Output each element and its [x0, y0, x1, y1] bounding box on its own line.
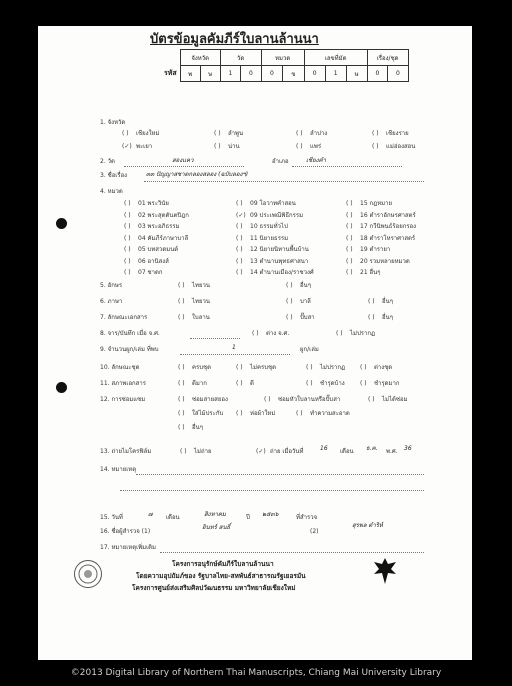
checkbox: ( ) — [368, 314, 375, 321]
category-option: 09 ประเพณีพิธีกรรม — [250, 211, 304, 219]
code-digit: 0 — [261, 66, 283, 82]
surveyor-2: สุรพล ดำริห์ — [352, 522, 383, 529]
checkbox: ( ) — [178, 380, 185, 387]
language-label: 6. ภาษา — [100, 298, 123, 305]
checkbox: ( ) — [236, 200, 243, 207]
category-label: 4. หมวด — [100, 188, 123, 195]
surveyor-label: 16. ชื่อผู้สำรวจ (1) — [100, 528, 151, 535]
category-option: 04 คัมภีร์ภาษาบาลี — [138, 234, 189, 242]
province-option: ลำปาง — [310, 130, 328, 137]
checkbox: ( ) — [124, 246, 131, 253]
checkbox: ( ) — [124, 269, 131, 276]
checkbox: ( ) — [296, 143, 303, 150]
university-seal-icon — [74, 560, 102, 588]
checkbox: ( ) — [368, 298, 375, 305]
category-option: 17 กวีนิพนธ์ร้อยกรอง — [360, 223, 417, 230]
option: ดี — [250, 380, 254, 387]
checkbox: ( ) — [178, 424, 185, 431]
checkbox: ( ) — [306, 380, 313, 387]
checkbox: ( ) — [236, 410, 243, 417]
checkbox: ( ) — [178, 410, 185, 417]
category-option: 20 รวมหลายหมวด — [360, 257, 410, 265]
condition-label: 11. สภาพเอกสาร — [100, 380, 146, 387]
checkbox: ( ) — [124, 211, 131, 219]
checkbox: ( ) — [178, 364, 185, 371]
checkbox: ( ) — [368, 396, 375, 403]
credit-line-2: โดยความอุปถัมภ์ของ รัฐบาลไทย-สหพันธ์สาธารณรัฐเยอรมัน — [136, 572, 306, 580]
option: อื่นๆ — [300, 282, 311, 289]
punch-hole — [56, 382, 67, 393]
province-label: 1. จังหวัด — [100, 119, 126, 126]
checkbox: ( ) — [296, 410, 303, 417]
checkbox: ( ) — [286, 282, 293, 289]
checkbox: ( ) — [360, 380, 367, 387]
code-header: หมวด — [261, 50, 304, 66]
repair-option: ห่อผ้าใหม่ — [250, 410, 276, 417]
checkbox: ( ) — [346, 200, 353, 207]
category-option: 05 บทสวดมนต์ — [138, 246, 179, 253]
category-option: 18 ตำราโหราศาสตร์ — [360, 234, 416, 242]
province-option: พะเยา — [136, 143, 153, 150]
code-digit: ษ — [200, 66, 220, 82]
checkbox: (✓) — [256, 448, 266, 455]
option: ไทยวน — [192, 298, 210, 305]
category-option: 12 นิยายนิทานพื้นบ้าน — [250, 246, 309, 253]
option: ไม่ปรากฏ — [320, 364, 346, 371]
category-option: 16 ตำราอักษรศาสตร์ — [360, 211, 416, 219]
category-option: 11 นิยายธรรม — [250, 234, 289, 242]
code-header: จังหวัด — [180, 50, 220, 66]
dotted-line — [160, 552, 424, 553]
option: ชำรุดบ้าง — [320, 380, 345, 387]
count-value: 1 — [232, 344, 236, 351]
punch-hole — [56, 218, 67, 229]
surveyor-2-label: (2) — [310, 528, 319, 535]
checkbox: ( ) — [236, 364, 243, 371]
film-month: ธ.ค. — [366, 445, 378, 452]
province-option: เชียงใหม่ — [136, 130, 160, 137]
code-digit: 1 — [325, 66, 346, 82]
checkbox: ( ) — [214, 143, 221, 150]
option: อื่นๆ — [382, 314, 393, 321]
checkbox: ( ) — [180, 448, 187, 455]
option: ไม่ปรากฏ — [350, 330, 376, 337]
checkbox: ( ) — [178, 282, 185, 289]
repair-option: อื่นๆ — [192, 424, 203, 431]
code-row-label: รหัส — [164, 69, 177, 77]
copyright-footer: ©2013 Digital Library of Northern Thai Manuscripts, Chiang Mai University Library — [70, 668, 442, 678]
option: อื่นๆ — [382, 298, 393, 305]
dotted-line — [120, 490, 424, 491]
survey-month: สิงหาคม — [204, 511, 226, 518]
film-year: 36 — [404, 445, 412, 452]
code-digit: 1 — [220, 66, 241, 82]
surveyor-1: อินทร์ สนธิ์ — [202, 524, 231, 531]
survey-year-label: ปี — [246, 514, 250, 521]
repair-option: ไม่ได้ซ่อม — [382, 396, 408, 403]
category-option: 10 ธรรมทั่วไป — [250, 223, 288, 230]
code-digit: 0 — [388, 66, 409, 82]
code-header: วัด — [220, 50, 261, 66]
province-option: ลำพูน — [228, 130, 244, 137]
option: ไม่ครบชุด — [250, 364, 276, 371]
checkbox: ( ) — [122, 130, 129, 137]
temple-label: 2. วัด — [100, 158, 115, 165]
repair-option: ซ่อมหัวใบลานหรือปั๊บสา — [278, 396, 341, 403]
checkbox: ( ) — [178, 396, 185, 403]
option: ต่างชุด — [374, 364, 393, 371]
district-value: เชียงคำ — [306, 157, 326, 164]
checkbox: ( ) — [236, 380, 243, 387]
subject-label: 3. ชื่อเรื่อง — [100, 172, 128, 179]
no-film-option: ไม่ถ่าย — [194, 448, 212, 455]
category-option: 03 พระอภิธรรม — [138, 223, 180, 230]
option: ต่าง จ.ศ. — [266, 330, 290, 337]
card-title: บัตรข้อมูลคัมภีร์ใบลานล้านนา — [150, 32, 319, 47]
script-label: 5. อักษร — [100, 282, 123, 289]
checkbox: ( ) — [372, 143, 379, 150]
category-option: 21 อื่นๆ — [360, 269, 381, 276]
option: ครบชุด — [192, 364, 212, 371]
temple-value: สองแคว — [172, 157, 194, 164]
checkbox: ( ) — [236, 269, 243, 276]
survey-day: ๗ — [148, 511, 153, 518]
category-option: 01 พระวินัย — [138, 200, 169, 207]
option: ใบลาน — [192, 314, 210, 321]
extra-remarks-label: 17. หมายเหตุเพิ่มเติม — [100, 544, 157, 551]
film-day: 16 — [320, 445, 328, 452]
option: บาลี — [300, 298, 311, 305]
survey-date-label: 15. วันที่ — [100, 514, 123, 521]
dotted-line — [144, 181, 424, 182]
code-digit: พ — [180, 66, 200, 82]
province-option: แม่ฮ่องสอน — [386, 143, 416, 150]
option: ดีมาก — [192, 380, 207, 387]
checkbox: ( ) — [124, 257, 131, 265]
checkbox: ( ) — [124, 200, 131, 207]
checkbox: ( ) — [360, 364, 367, 371]
checkbox: (✓) — [122, 143, 132, 150]
option: ปั๊บสา — [300, 314, 315, 321]
set-label: 10. ลักษณะชุด — [100, 364, 140, 371]
category-option: 09 โอวาทคำสอน — [250, 200, 296, 207]
checkbox: ( ) — [346, 234, 353, 242]
filmed-option: ถ่าย เมื่อวันที่ — [270, 448, 304, 455]
checkbox: ( ) — [346, 257, 353, 265]
checkbox: ( ) — [336, 330, 343, 337]
dotted-line — [124, 166, 244, 167]
province-option: เชียงราย — [386, 130, 409, 137]
checkbox: ( ) — [236, 234, 243, 242]
document-type-label: 7. ลักษณะเอกสาร — [100, 314, 148, 321]
checkbox: ( ) — [286, 314, 293, 321]
checkbox: ( ) — [178, 298, 185, 305]
district-label: อำเภอ — [272, 158, 289, 165]
checkbox: ( ) — [236, 257, 243, 265]
survey-tail: ที่สำรวจ — [296, 514, 318, 521]
german-eagle-icon — [372, 556, 398, 586]
survey-year: ๒๕๓๖ — [262, 511, 279, 518]
credit-line-1: โครงการอนุรักษ์คัมภีร์ใบลานล้านนา — [172, 560, 274, 568]
code-digit: 0 — [367, 66, 388, 82]
checkbox: ( ) — [124, 223, 131, 230]
checkbox: ( ) — [178, 314, 185, 321]
checkbox: ( ) — [214, 130, 221, 137]
code-digit: ษ — [346, 66, 367, 82]
category-option: 15 กฎหมาย — [360, 200, 392, 207]
checkbox: ( ) — [124, 234, 131, 242]
code-digit: ข — [283, 66, 305, 82]
checkbox: ( ) — [346, 211, 353, 219]
category-option: 14 ตำนานเมือง/ราชวงศ์ — [250, 269, 314, 276]
checkbox: ( ) — [236, 223, 243, 230]
checkbox: ( ) — [346, 269, 353, 276]
dotted-line — [190, 338, 240, 339]
category-option: 06 อานิสงส์ — [138, 257, 169, 265]
category-option: 07 ชาดก — [138, 269, 163, 276]
checkbox: ( ) — [306, 364, 313, 371]
survey-month-label: เดือน — [166, 514, 180, 521]
checkbox: ( ) — [264, 396, 271, 403]
repair-option: ใส่ไม้ประกับ — [192, 410, 224, 417]
microfilm-label: 13. ถ่ายไมโครฟิล์ม — [100, 448, 152, 455]
subject-value: ๓๓ ปัญญาสชาดกลองสลอง (ฉบับลองฯ) — [146, 171, 249, 178]
inscription-date-label: 8. จาร/บันทึก เมื่อ จ.ศ. — [100, 330, 160, 337]
dotted-line — [292, 166, 402, 167]
code-table — [164, 49, 409, 82]
option: ชำรุดมาก — [374, 380, 400, 387]
code-header: เลขที่มัด — [304, 50, 367, 66]
count-label: 9. จำนวนผูก/เล่ม ที่พบ — [100, 346, 159, 353]
checkbox: ( ) — [236, 246, 243, 253]
category-option: 13 ตำนานพุทธศาสนา — [250, 257, 309, 265]
dotted-line — [136, 474, 424, 475]
repair-option: ทำความสะอาด — [310, 410, 350, 417]
category-option: 02 พระสุตตันตปิฎก — [138, 211, 189, 219]
repair-option: ซ่อมสายสยอง — [192, 396, 228, 403]
film-year-label: พ.ศ. — [386, 448, 398, 455]
checkbox: ( ) — [252, 330, 259, 337]
count-unit: ผูก/เล่ม — [300, 346, 319, 353]
repair-label: 12. การซ่อมแซม — [100, 396, 146, 403]
code-digit: 0 — [304, 66, 325, 82]
checkbox: (✓) — [236, 211, 246, 219]
code-header: เรื่อง/ชุด — [367, 50, 408, 66]
checkbox: ( ) — [346, 246, 353, 253]
checkbox: ( ) — [346, 223, 353, 230]
option: ไทยวน — [192, 282, 210, 289]
film-month-label: เดือน — [340, 448, 354, 455]
dotted-line — [180, 354, 290, 355]
category-option: 19 ตำรายา — [360, 246, 391, 253]
checkbox: ( ) — [372, 130, 379, 137]
checkbox: ( ) — [286, 298, 293, 305]
province-option: น่าน — [228, 143, 240, 150]
checkbox: ( ) — [296, 130, 303, 137]
province-option: แพร่ — [310, 143, 322, 150]
code-digit: 0 — [241, 66, 262, 82]
remarks-label: 14. หมายเหตุ — [100, 466, 137, 473]
credit-line-3: โครงการศูนย์ส่งเสริมศิลปวัฒนธรรม มหาวิทยาลัยเชียงใหม่ — [132, 584, 296, 592]
